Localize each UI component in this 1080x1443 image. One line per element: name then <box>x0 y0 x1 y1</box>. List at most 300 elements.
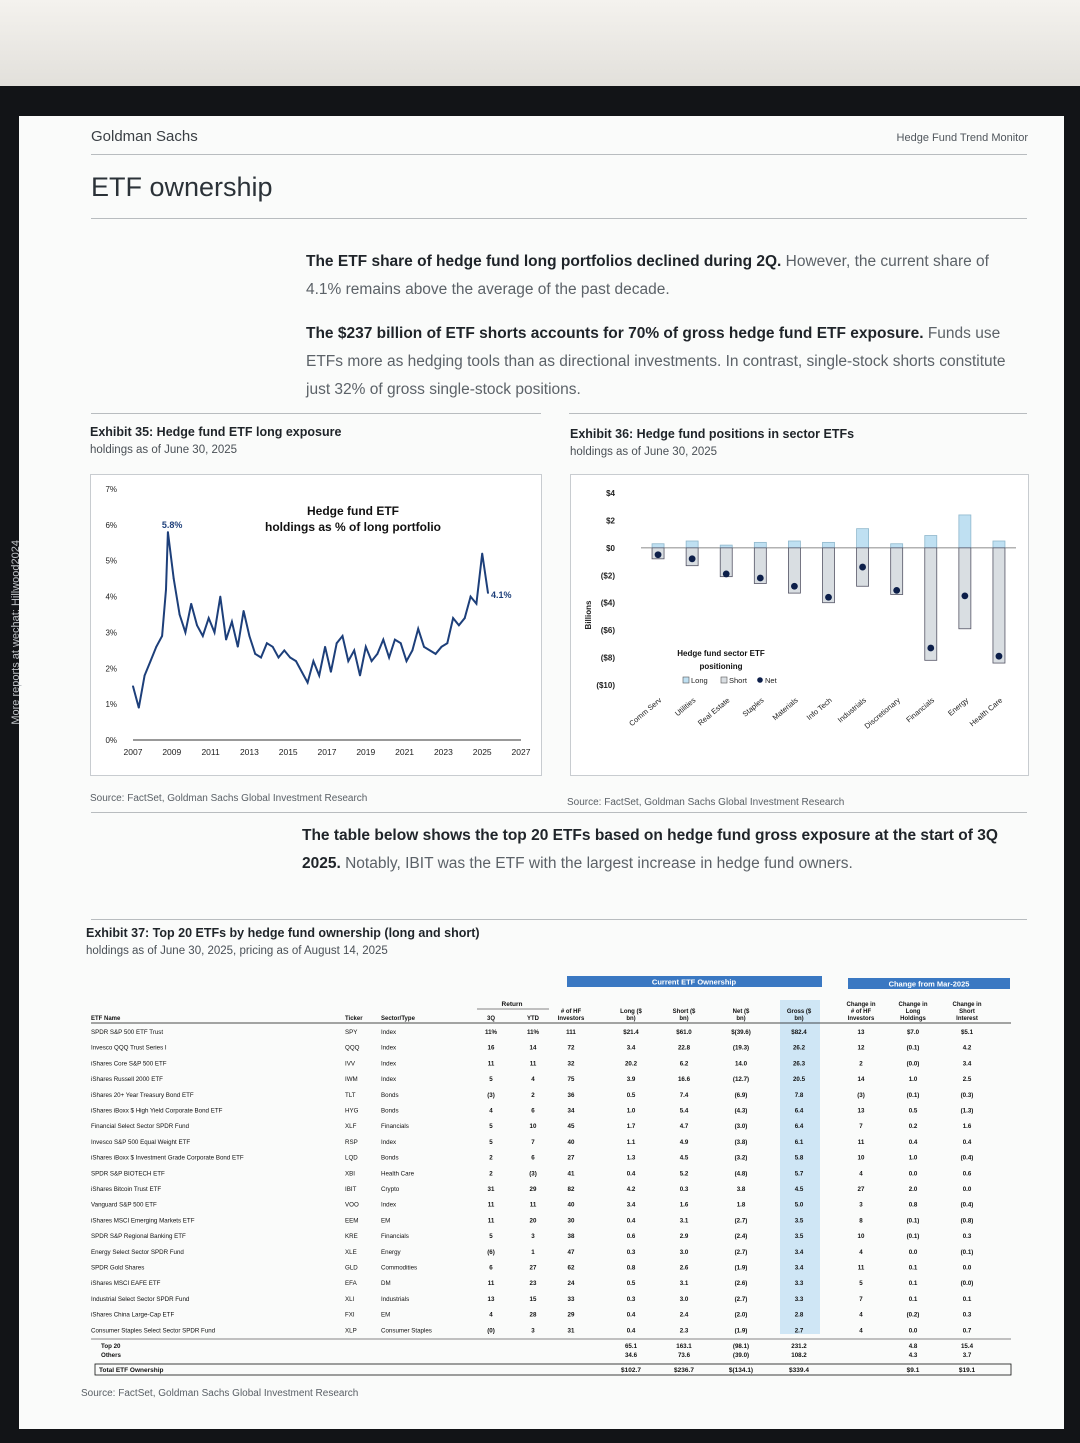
ex37-table-cell: (12.7) <box>732 1076 750 1084</box>
ex35-data-point <box>423 646 425 648</box>
ex37-table-cell: 3.4 <box>962 1060 972 1068</box>
ex37-change-header: Change from Mar-2025 <box>888 979 970 989</box>
ex35-data-point <box>347 660 349 662</box>
ex37-table-cell: 5.0 <box>794 1201 804 1209</box>
ex37-table-cell: 0.4 <box>626 1217 636 1225</box>
ex36-short-bar <box>959 548 971 629</box>
ex36-long-bar <box>686 541 698 548</box>
ex35-y-tick: 7% <box>105 485 117 494</box>
ex35-subtitle: holdings as of June 30, 2025 <box>90 444 238 456</box>
ex37-table-cell: iShares Core S&P 500 ETF <box>91 1060 167 1068</box>
ex37-table-cell: 72 <box>567 1044 575 1052</box>
ex37-table-cell: 45 <box>567 1123 575 1131</box>
ex36-net-dot <box>961 592 968 599</box>
ex37-table-cell: 4.5 <box>679 1154 689 1162</box>
ex36-net-dot <box>927 645 934 652</box>
ex35-data-point <box>464 617 466 619</box>
ex35-data-point <box>184 632 186 634</box>
ex35-x-tick: 2011 <box>201 747 220 757</box>
ex36-long-bar <box>652 544 664 548</box>
ex37-table-cell: (0.0) <box>906 1060 920 1068</box>
ex37-total-cell: $102.7 <box>621 1367 641 1374</box>
ex37-table-cell: 0.4 <box>962 1138 972 1146</box>
ex37-table-cell: 29 <box>529 1186 537 1193</box>
ex37-table-cell: GLD <box>345 1264 358 1272</box>
ex37-table-cell: 7 <box>859 1123 863 1131</box>
ex37-table-cell: SPDR S&P 500 ETF Trust <box>91 1029 164 1036</box>
ex37-table-cell: 11 <box>487 1217 495 1225</box>
ex37-table-cell: 3 <box>531 1233 535 1241</box>
intro-1-text: However, the current share of 4.1% remains above the average of the past decade. <box>306 253 989 298</box>
ex37-table-cell: 2.6 <box>679 1264 689 1272</box>
ex37-table-cell: 111 <box>566 1029 576 1036</box>
ex37-table-cell: 3.4 <box>794 1264 804 1272</box>
ex37-table-cell: 3.0 <box>679 1295 689 1303</box>
ex35-x-tick: 2007 <box>123 747 143 757</box>
ex37-table-cell: 1.0 <box>626 1107 636 1115</box>
ex36-short-bar <box>925 548 937 660</box>
ex35-data-point <box>161 635 163 637</box>
ex37-table-cell: Financials <box>381 1233 409 1241</box>
ex37-table-cell: TLT <box>345 1091 356 1099</box>
ex35-data-point <box>208 617 210 619</box>
ex37-table-cell: FXI <box>345 1311 355 1319</box>
ex37-subtotal-cell: 108.2 <box>791 1352 807 1359</box>
ex37-table-cell: 0.1 <box>962 1295 972 1303</box>
ex37-table-cell: iShares Bitcoin Trust ETF <box>91 1186 162 1193</box>
ex37-table-cell: 24 <box>567 1280 575 1288</box>
ex37-table-cell: HYG <box>345 1107 359 1115</box>
ex37-table-cell: 14.0 <box>734 1060 748 1068</box>
ex35-data-point <box>214 632 216 634</box>
ex37-column-header: bn) <box>736 1016 746 1022</box>
ex37-table-cell: Consumer Staples <box>381 1327 432 1335</box>
ex37-table-cell: (3) <box>857 1091 865 1099</box>
ex35-x-tick: 2013 <box>239 747 259 757</box>
ex37-table-cell: Index <box>381 1029 397 1036</box>
ex37-table-cell: 3 <box>859 1201 863 1209</box>
ex36-y-tick: ($2) <box>600 571 615 581</box>
ex36-category-label: Health Care <box>967 695 1005 729</box>
ex37-table-cell: 6.4 <box>794 1123 804 1131</box>
ex37-table-cell: 2.3 <box>679 1327 689 1335</box>
ex37-subtotal-cell: 73.6 <box>677 1352 691 1359</box>
ex35-data-point <box>173 578 175 580</box>
ex37-table-cell: 11 <box>857 1138 865 1146</box>
ex37-table-cell: EEM <box>345 1217 359 1225</box>
ex37-table-cell: iShares MSCI EAFE ETF <box>91 1280 161 1288</box>
ex35-data-point <box>359 675 361 677</box>
ex37-table-cell: Energy <box>381 1248 401 1256</box>
ex37-table-cell: (0.1) <box>960 1248 974 1256</box>
ex37-table-cell: 7.4 <box>679 1091 689 1099</box>
report-page <box>19 116 1064 1429</box>
ex37-table-cell: IVV <box>345 1060 355 1068</box>
ex35-data-point <box>132 685 134 687</box>
ex37-total-row-box <box>95 1364 1011 1375</box>
ex37-current-header: Current ETF Ownership <box>651 977 737 987</box>
ex37-table-cell: $7.0 <box>906 1029 920 1036</box>
ex36-y-tick: $0 <box>606 543 615 553</box>
ex37-table-cell: (4.3) <box>734 1107 748 1115</box>
ex37-table-cell: 14 <box>857 1076 865 1084</box>
ex37-table-cell: 1.1 <box>626 1138 636 1146</box>
ex37-table-cell: 7 <box>859 1295 863 1303</box>
ex37-table-cell: 40 <box>567 1201 575 1209</box>
ex37-table-cell: 3.5 <box>794 1217 804 1225</box>
ex37-table-cell: 11 <box>487 1280 495 1288</box>
ex37-subtotal-cell: (39.0) <box>732 1352 750 1359</box>
ex36-y-tick: $2 <box>606 516 615 526</box>
ex35-data-point <box>307 682 309 684</box>
ex35-x-tick: 2019 <box>356 747 376 757</box>
ex37-table-cell: 15 <box>529 1295 537 1303</box>
ex37-table-cell: 6 <box>531 1107 535 1115</box>
ex35-data-point <box>179 614 181 616</box>
ex37-table-cell: 7.8 <box>794 1091 804 1099</box>
ex37-table-cell: VOO <box>345 1201 359 1209</box>
ex37-table-cell: 1.6 <box>962 1123 972 1131</box>
ex37-table-cell: (3.2) <box>734 1154 748 1162</box>
ex37-column-header: Change in <box>846 1002 876 1008</box>
ex35-data-point <box>283 649 285 651</box>
ex37-table-cell: EM <box>381 1311 391 1319</box>
ex37-table-cell: 0.4 <box>908 1138 918 1146</box>
ex37-table-cell: 11% <box>526 1029 540 1036</box>
ex36-svg <box>571 475 1028 775</box>
ex35-data-point <box>272 646 274 648</box>
ex37-table-cell: 2.9 <box>679 1233 689 1241</box>
ex37-table-cell: (3.8) <box>734 1138 748 1146</box>
ex37-table-cell: 2 <box>489 1154 493 1162</box>
ex37-table-cell: 62 <box>567 1264 575 1272</box>
ex37-column-header: Long <box>905 1009 921 1015</box>
ex36-category-label: Financials <box>904 695 937 725</box>
ex37-table <box>91 976 1021 1391</box>
ex37-table-cell: 0.0 <box>908 1248 918 1256</box>
ex37-table-cell: 0.5 <box>626 1280 636 1288</box>
ex37-table-cell: 29 <box>567 1311 575 1319</box>
ex37-table-cell: 31 <box>487 1186 495 1193</box>
ex37-total-cell: $9.1 <box>906 1367 920 1374</box>
ex37-table-cell: 3.4 <box>626 1201 636 1209</box>
ex36-short-bar <box>993 548 1005 663</box>
ex37-table-cell: 1.7 <box>626 1123 636 1131</box>
ex36-category-label: Energy <box>946 695 971 718</box>
ex37-table-cell: 4 <box>531 1076 535 1084</box>
ex36-long-bar <box>959 515 971 548</box>
ex37-svg <box>91 976 1021 1391</box>
ex36-category-label: Discretionary <box>862 695 902 731</box>
ex35-data-point <box>487 592 489 594</box>
ex36-net-dot <box>791 583 798 590</box>
ex37-column-header: Short <box>959 1009 975 1015</box>
ex37-table-cell: 32 <box>567 1060 575 1068</box>
ex37-table-cell: 0.0 <box>962 1186 972 1193</box>
ex35-title: Exhibit 35: Hedge fund ETF long exposure <box>90 425 342 439</box>
ex37-table-cell: 0.5 <box>908 1107 918 1115</box>
ex37-column-header: Investors <box>557 1016 585 1022</box>
ex37-table-cell: Index <box>381 1060 397 1068</box>
ex36-net-dot <box>825 594 832 601</box>
ex35-data-point <box>202 635 204 637</box>
ex35-data-point <box>243 610 245 612</box>
ex37-table-cell: $(39.6) <box>731 1029 751 1036</box>
ex37-table-cell: 2 <box>489 1170 493 1178</box>
ex35-data-point <box>435 653 437 655</box>
ex37-table-cell: Bonds <box>381 1154 399 1162</box>
ex37-table-cell: 6.4 <box>794 1107 804 1115</box>
ex37-table-cell: 5.7 <box>794 1170 804 1178</box>
ex37-table-cell: (0.1) <box>906 1044 920 1052</box>
ex37-table-cell: 20.2 <box>624 1060 638 1068</box>
ex35-data-point <box>278 657 280 659</box>
ex37-column-header: YTD <box>527 1016 539 1022</box>
ex37-table-cell: 5 <box>489 1233 493 1241</box>
section-title: ETF ownership <box>91 172 273 202</box>
ex37-table-cell: 8 <box>859 1217 863 1225</box>
ex37-table-cell: Index <box>381 1076 397 1084</box>
ex37-subtotal-cell: 3.7 <box>962 1352 972 1359</box>
ex37-table-cell: 41 <box>567 1170 575 1178</box>
ex37-table-cell: (6) <box>487 1248 495 1256</box>
ex35-data-point <box>458 624 460 626</box>
ex37-table-cell: Index <box>381 1044 397 1052</box>
ex37-table-cell: (2.0) <box>734 1311 748 1319</box>
ex37-table-cell: 47 <box>567 1248 575 1256</box>
ex37-table-cell: Index <box>381 1138 397 1146</box>
ex35-current-label: 4.1% <box>491 589 512 600</box>
ex35-data-point <box>266 642 268 644</box>
ex37-table-cell: 3.0 <box>679 1248 689 1256</box>
ex35-data-point <box>411 649 413 651</box>
ex37-table-cell: 4.5 <box>794 1186 804 1193</box>
ex35-data-point <box>365 646 367 648</box>
ex37-table-cell: DM <box>381 1280 391 1288</box>
ex35-data-point <box>155 646 157 648</box>
ex37-table-cell: (6.9) <box>734 1091 748 1099</box>
ex37-table-cell: (2.7) <box>734 1248 748 1256</box>
ex37-table-cell: 3.5 <box>794 1233 804 1241</box>
ex36-long-bar <box>788 541 800 548</box>
ex37-table-cell: SPDR S&P Regional Banking ETF <box>91 1233 186 1241</box>
ex35-data-point <box>225 639 227 641</box>
ex37-table-cell: 0.3 <box>626 1248 636 1256</box>
ex37-column-header: bn) <box>794 1016 804 1022</box>
ex35-series-line <box>133 532 488 708</box>
ex37-table-cell: 75 <box>567 1076 575 1084</box>
ex35-data-point <box>475 603 477 605</box>
title-rule <box>91 218 1027 219</box>
ex37-table-cell: 0.8 <box>908 1201 918 1209</box>
ex36-category-label: Staples <box>740 695 766 719</box>
ex36-net-dot <box>723 571 730 578</box>
ex36-subtitle: holdings as of June 30, 2025 <box>570 446 718 458</box>
ex36-y-tick: ($6) <box>600 626 615 636</box>
ex37-column-header: Short ($ <box>672 1009 696 1015</box>
ex37-table-cell: (1.3) <box>960 1107 974 1115</box>
ex35-svg <box>91 475 541 775</box>
ex37-subtotal-cell: 163.1 <box>676 1343 692 1350</box>
ex35-data-point <box>249 635 251 637</box>
ex37-table-cell: 26.2 <box>792 1044 806 1052</box>
ex35-y-tick: 6% <box>105 520 117 530</box>
ex37-table-cell: Energy Select Sector SPDR Fund <box>91 1248 184 1256</box>
ex37-table-cell: Bonds <box>381 1107 399 1115</box>
ex37-table-cell: (0.1) <box>906 1233 920 1241</box>
ex37-table-cell: Health Care <box>381 1170 415 1178</box>
ex37-table-cell: 11 <box>487 1201 495 1209</box>
intro-paragraph-2 <box>306 320 1026 404</box>
ex37-table-cell: XLF <box>345 1123 357 1131</box>
ex37-subtotal-cell: 4.8 <box>908 1343 918 1350</box>
background-wall <box>0 0 1080 86</box>
ex37-table-cell: 10 <box>857 1154 865 1162</box>
ex37-table-cell: 4.7 <box>679 1123 689 1131</box>
ex37-table-cell: 1.8 <box>736 1201 746 1209</box>
ex37-table-cell: (0) <box>487 1327 495 1335</box>
ex37-table-cell: 38 <box>567 1233 575 1241</box>
ex37-table-cell: IWM <box>345 1076 358 1084</box>
ex35-y-tick: 0% <box>105 736 117 745</box>
ex37-table-cell: 3.9 <box>626 1076 636 1084</box>
ex35-source: Source: FactSet, Goldman Sachs Global Investment Research <box>90 793 368 804</box>
ex37-subtotal-cell: 34.6 <box>624 1352 638 1359</box>
ex37-table-cell: 0.3 <box>626 1295 636 1303</box>
intro-paragraph-1 <box>306 248 1026 304</box>
ex37-table-cell: 6.1 <box>794 1138 804 1146</box>
ex37-top-rule <box>91 919 1027 920</box>
ex36-legend-swatch <box>683 677 689 683</box>
ex37-column-header: Change in <box>898 1002 928 1008</box>
ex37-table-cell: $21.4 <box>623 1029 639 1036</box>
ex36-long-bar <box>925 536 937 548</box>
ex35-x-tick: 2015 <box>278 747 298 757</box>
table-intro <box>302 822 1026 878</box>
ex37-table-cell: 4.2 <box>626 1186 636 1193</box>
ex35-data-point <box>377 653 379 655</box>
ex36-net-dot <box>893 587 900 594</box>
ex37-column-header: Change in <box>952 1002 982 1008</box>
ex37-table-cell: 5 <box>489 1138 493 1146</box>
ex36-net-dot <box>996 653 1003 660</box>
ex37-table-cell: 0.4 <box>626 1311 636 1319</box>
ex37-table-cell: 3.4 <box>794 1248 804 1256</box>
ex35-data-point <box>336 642 338 644</box>
ex37-table-cell: 6 <box>531 1154 535 1162</box>
ex37-table-cell: 2.0 <box>908 1186 918 1193</box>
ex37-table-cell: (1.9) <box>734 1264 748 1272</box>
ex37-table-cell: 20 <box>529 1217 537 1225</box>
ex37-table-cell: Financials <box>381 1123 409 1131</box>
ex37-source: Source: FactSet, Goldman Sachs Global Investment Research <box>81 1388 359 1399</box>
ex37-table-cell: 1 <box>531 1248 535 1256</box>
ex37-table-cell: 30 <box>567 1217 575 1225</box>
ex37-column-header: 3Q <box>486 1016 496 1022</box>
ex35-data-point <box>353 649 355 651</box>
ex37-table-cell: 11 <box>529 1060 537 1068</box>
ex37-table-cell: 4 <box>859 1327 863 1335</box>
ex37-table-cell: SPDR Gold Shares <box>91 1264 145 1272</box>
ex35-data-point <box>429 649 431 651</box>
ex37-table-cell: 4 <box>489 1107 493 1115</box>
ex36-y-tick: ($10) <box>596 681 615 690</box>
ex35-x-tick: 2017 <box>317 747 337 757</box>
ex37-table-cell: 1.0 <box>908 1076 918 1084</box>
ex37-table-cell: EM <box>381 1217 391 1225</box>
ex37-column-header: # of HF <box>850 1009 872 1015</box>
ex36-chart <box>570 474 1029 776</box>
ex35-data-point <box>295 660 297 662</box>
ex37-table-cell: 34 <box>567 1107 575 1115</box>
ex37-table-cell: $82.4 <box>791 1029 807 1036</box>
ex35-data-point <box>481 553 483 555</box>
ex35-y-tick: 2% <box>105 664 117 674</box>
ex37-table-cell: (2.7) <box>734 1295 748 1303</box>
ex37-table-cell: 0.0 <box>908 1327 918 1335</box>
ex37-column-header: # of HF <box>560 1009 582 1015</box>
ex37-column-header: bn) <box>626 1016 636 1022</box>
ex37-table-cell: (4.8) <box>734 1170 748 1178</box>
ex37-table-cell: Industrial Select Sector SPDR Fund <box>91 1295 190 1303</box>
header-rule <box>91 154 1027 155</box>
ex37-table-cell: 22.8 <box>677 1044 691 1052</box>
ex37-table-cell: 1.6 <box>679 1201 689 1209</box>
ex37-table-cell: iShares iBoxx $ Investment Grade Corporate Bond ETF <box>91 1154 244 1162</box>
ex37-table-cell: 2.8 <box>794 1311 804 1319</box>
ex37-table-cell: (0.4) <box>960 1201 974 1209</box>
ex35-data-point <box>190 603 192 605</box>
ex37-table-cell: Invesco S&P 500 Equal Weight ETF <box>91 1138 191 1146</box>
ex37-table-cell: 3.3 <box>794 1280 804 1288</box>
ex35-data-point <box>371 660 373 662</box>
ex36-category-label: Utilities <box>673 695 698 719</box>
ex37-table-cell: 40 <box>567 1138 575 1146</box>
ex37-table-cell: 10 <box>529 1123 537 1131</box>
ex37-table-cell: 3.1 <box>679 1280 689 1288</box>
ex37-table-cell: 4.9 <box>679 1138 689 1146</box>
ex36-y-label: Billions <box>584 600 593 630</box>
intro-1-bold: The ETF share of hedge fund long portfolios declined during 2Q. <box>306 253 782 270</box>
ex35-peak-label: 5.8% <box>161 520 183 531</box>
ex36-y-tick: $4 <box>606 489 615 498</box>
ex37-table-cell: 0.3 <box>962 1311 972 1319</box>
ex37-table-cell: 0.7 <box>962 1327 972 1335</box>
ex37-table-cell: EFA <box>345 1280 357 1288</box>
ex37-table-cell: 0.6 <box>626 1233 636 1241</box>
ex36-source: Source: FactSet, Goldman Sachs Global Investment Research <box>567 797 845 808</box>
ex35-data-point <box>470 596 472 598</box>
ex35-data-point <box>260 657 262 659</box>
ex37-table-cell: (0.2) <box>906 1311 920 1319</box>
ex37-total-cell: Total ETF Ownership <box>99 1367 164 1374</box>
ex36-legend-swatch <box>721 677 727 683</box>
ex36-category-label: Info Tech <box>804 695 834 723</box>
ex37-table-cell: 13 <box>487 1295 495 1303</box>
ex36-title: Exhibit 36: Hedge fund positions in sector ETFs <box>570 427 855 441</box>
ex37-table-cell: 0.1 <box>908 1295 918 1303</box>
ex37-table-cell: 20.5 <box>792 1076 806 1084</box>
ex36-net-dot <box>655 551 662 558</box>
ex35-data-point <box>324 646 326 648</box>
ex37-column-header: Investors <box>847 1016 875 1022</box>
ex35-y-tick: 5% <box>105 556 117 566</box>
ex36-long-bar <box>823 542 835 547</box>
ex37-table-cell: 26.3 <box>792 1060 806 1068</box>
ex35-data-point <box>318 675 320 677</box>
ex35-chart <box>90 474 542 776</box>
ex37-table-cell: (2.7) <box>734 1217 748 1225</box>
